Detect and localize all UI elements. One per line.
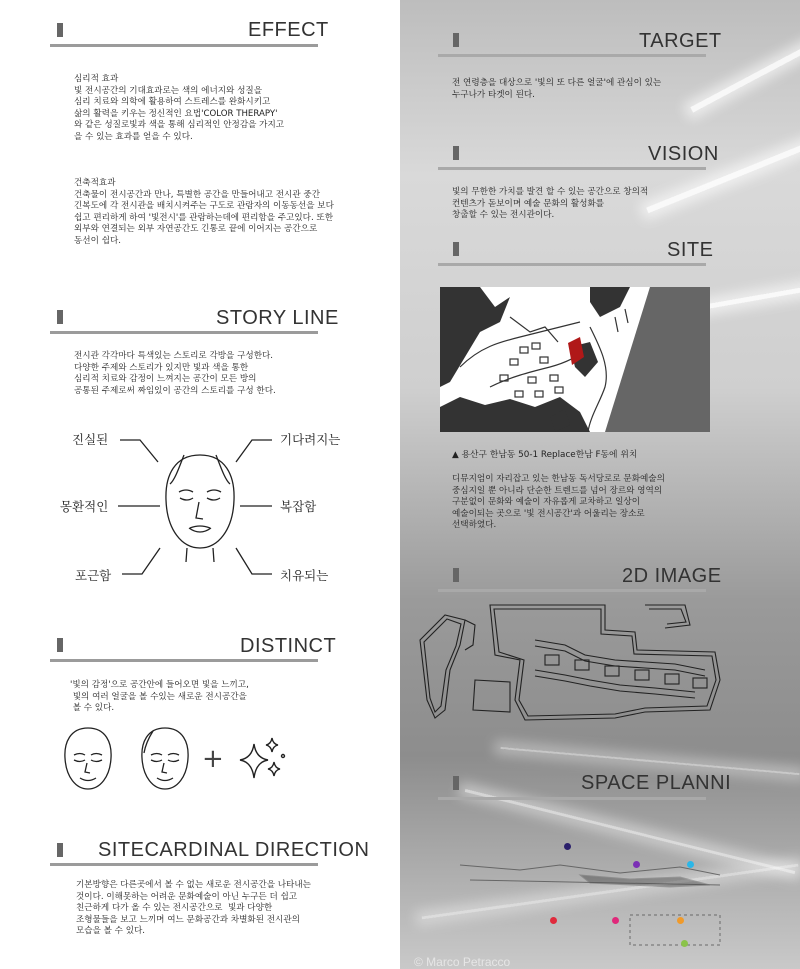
light-streak (500, 747, 799, 775)
section-rule (438, 54, 706, 57)
face-profile-icon (135, 725, 195, 795)
target-title: TARGET (639, 30, 722, 52)
section-rule (438, 167, 706, 170)
distinct-text: '빛의 감정'으로 공간안에 들어오면 빛을 느끼고, 빛의 여러 얼굴을 볼 수있는 새로운 전시공간을 볼 수 있다. (70, 680, 249, 714)
story-word-sincere: 진실된 (72, 432, 109, 447)
distinct-title: DISTINCT (240, 635, 337, 657)
section-marker (453, 242, 459, 256)
space-plan (440, 835, 760, 965)
section-marker (453, 33, 459, 47)
section-rule (438, 263, 706, 266)
target-text: 전 연령층을 대상으로 '빛의 또 다른 얼굴'에 관심이 있는 누구나가 타겟이 된다. (452, 78, 662, 100)
section-marker (453, 146, 459, 160)
section-rule (50, 331, 318, 334)
space-dot (633, 861, 640, 868)
section-marker (453, 568, 459, 582)
effect-psychological-text: 심리적 효과 빛 전시공간의 기대효과로는 색의 에너지와 성질을 심리 치료와 의학에 활용하여 스트레스를 완화시키고 삶의 활력을 키우는 정신적인 요법'COLOR THERAPY' 와 같은 성질로빛과 색을 통해 심리적인 안정감을 가지고 을 수 있는 효과를 얻을 수 있다. (74, 74, 285, 142)
story-word-healing: 치유되는 (280, 568, 329, 583)
story-word-cozy: 포근함 (75, 568, 112, 583)
direction-title: SITECARDINAL DIRECTION (98, 839, 370, 861)
space-dot (564, 843, 571, 850)
space-dot (612, 917, 619, 924)
light-streak (690, 13, 800, 112)
story-face-diagram (0, 420, 400, 600)
section-rule (50, 863, 318, 866)
sparkle-icon (238, 736, 288, 786)
site-title: SITE (667, 239, 714, 261)
site-caption: ▲ 용산구 한남동 50-1 Replace한남 F동에 위치 (452, 450, 638, 460)
effect-architectural-text: 건축적효과 건축물이 전시공간과 만나, 특별한 공간을 만들어내고 전시관 중간 긴복도에 각 전시관을 배치시켜주는 구도로 관람자의 이동동선을 보다 쉽고 편리하게 하여 '빛전시'를 관람하는데에 편리함을 주고있다. 또한 외부와 연결되는 외부 자연공간도 긴통로 끝에 이어지는 공간으로 동선이 쉽다. (74, 178, 334, 246)
direction-text: 기본방향은 다른곳에서 볼 수 없는 새로운 전시공간을 나타내는 것이다. 이해못하는 어려운 문화예술이 아닌 누구든 더 쉽고 친근하게 다가 올 수 있는 전시공간으로 빛과 다양한 조형물들을 보고 느끼며 여느 문화공간과 차별화된 전시관의 모습을 볼 수 있다. (76, 880, 311, 937)
section-rule (438, 797, 706, 800)
site-text: 디뮤지엄이 자리잡고 있는 한남동 독서당로로 문화예술의 중심지일 뿐 아니라 단순한 트렌드를 넘어 장르와 영역의 구분없이 문화와 예술이 자유롭게 교차하고 일상이 예술이되는 곳으로 '빛 전시공간'과 어울리는 장소로 선택하였다. (452, 474, 665, 531)
space-dot (687, 861, 694, 868)
vision-title: VISION (648, 143, 719, 165)
image2d-title: 2D IMAGE (622, 565, 722, 587)
story-word-dreamy: 몽환적인 (60, 499, 109, 514)
2d-floor-plan (415, 600, 735, 730)
photo-watermark: © Marco Petracco (414, 955, 511, 969)
space-dot (550, 917, 557, 924)
section-rule (438, 589, 706, 592)
section-rule (50, 44, 318, 47)
story-word-complex: 복잡함 (280, 499, 317, 514)
space-title: SPACE PLANNI (581, 772, 732, 794)
section-rule (50, 659, 318, 662)
face-icon (58, 725, 118, 795)
section-marker (57, 310, 63, 324)
section-marker (453, 776, 459, 790)
section-marker (57, 843, 63, 857)
site-map (440, 287, 710, 432)
story-title: STORY LINE (216, 307, 339, 329)
space-dot (681, 940, 688, 947)
right-column (400, 0, 800, 969)
effect-title: EFFECT (248, 19, 329, 41)
vision-text: 빛의 무한한 가치를 발견 할 수 있는 공간으로 창의적 컨텐츠가 돋보이며 예술 문화의 활성화를 창출할 수 있는 전시관이다. (452, 187, 649, 221)
story-word-awaited: 기다려지는 (280, 432, 341, 447)
plus-sign: + (202, 744, 224, 774)
space-dot (677, 917, 684, 924)
section-marker (57, 23, 63, 37)
story-text: 전시관 각각마다 특색있는 스토리로 각방을 구성한다. 다양한 주제와 스토리가 있지만 빛과 색을 통한 심리적 치료와 감정이 느껴지는 공간이 모든 방의 공통된 주제로써 짜임있이 공간의 스토리를 구성 한다. (74, 351, 276, 396)
section-marker (57, 638, 63, 652)
